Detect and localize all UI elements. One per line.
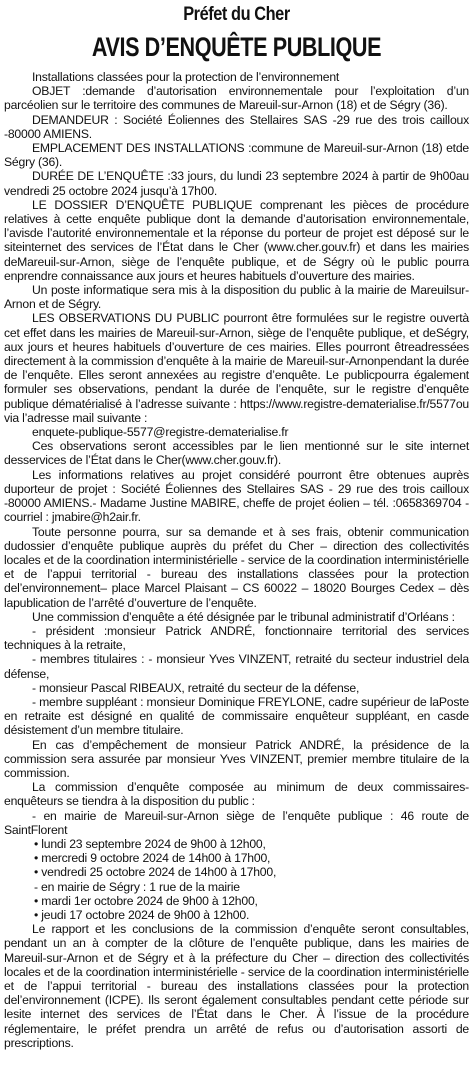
paragraph-computer-access: Un poste informatique sera mis à la disposition du public à la mairie de Mareuilsur-Arnon et de Ségry. [4, 283, 469, 312]
paragraph-dossier: LE DOSSIER D’ENQUÊTE PUBLIQUE comprenant les pièces de procédure relatives à cette enquête publique dont la demande d’autorisation environnementale, l’avisde l’autorité environnementale et la réponse du porteur de projet est déposé sur le siteinternet des services de l’État dans le Cher (www.cher.gouv.fr) et dans les mairies deMareuil-sur-Arnon, siège de l’enquête publique, et de Ségry où le public pourra enprendre connaissance aux jours et heures habituels d’ouverture des mairies. [4, 197, 469, 283]
paragraph-project-info: Les informations relatives au projet considéré pourront être obtenues auprès duporteur de projet : Société Éoliennes des Stellaires SAS - 29 rue des trois cailloux -80000 AMIENS.- Madame Justine MABIRE, cheffe de projet éolien – tél. :0658369704 - courriel : jmabire@h2air.fr. [4, 467, 469, 525]
paragraph-report: Le rapport et les conclusions de la commission d’enquête seront consultables, pendant un an à compter de la clôture de l’enquête publique, dans les mairies de Mareuil-sur-Arnon et de Ségry et à la préfecture du Cher – direction des collectivités locales et de la coordination interministérielle - service de la coordination interministérielle et de l’appui territorial - bureau des installations classées pour la protection del’environnement (ICPE). Ils seront également consultables pendant cette période sur lesite internet des services de l’État dans le Cher. À l’issue de la procédure réglementaire, le préfet prendra un arrêté de refus ou d’autorisation assorti de prescriptions. [4, 922, 469, 1050]
commission-substitute: - membre suppléant : monsieur Dominique FREYLONE, cadre supérieur de laPoste en retraite est désigné en qualité de commissaire enquêteur suppléant, en casde désistement d’un membre titulaire. [4, 694, 469, 738]
paragraph-applicant: DEMANDEUR : Société Éoliennes des Stellaires SAS -29 rue des trois cailloux -80000 AMIENS. [4, 112, 469, 141]
paragraph-location: EMPLACEMENT DES INSTALLATIONS :commune de Mareuil-sur-Arnon (18) etde Ségry (36). [4, 141, 469, 170]
schedule-item: • jeudi 17 octobre 2024 de 9h00 à 12h00. [34, 907, 250, 922]
location-segry: - en mairie de Ségry : 1 rue de la mairie [34, 879, 240, 894]
issuer-title: Préfet du Cher [183, 4, 290, 25]
schedule-item: • vendredi 25 octobre 2024 de 14h00 à 17h00, [34, 865, 277, 880]
notice-body [4, 70, 469, 1050]
paragraph-category: Installations classées pour la protection de l’environnement [32, 70, 340, 84]
notice-headline: AVIS D’ENQUÊTE PUBLIQUE [91, 32, 382, 62]
contact-email: enquete-publique-5577@registre-dematerialise.fr [32, 425, 289, 440]
paragraph-presidency: En cas d’empêchement de monsieur Patrick ANDRÉ, la présidence de la commission sera assurée par monsieur Yves VINZENT, premier membre titulaire de la commission. [4, 737, 469, 780]
paragraph-object: OBJET :demande d’autorisation environnementale pour l’exploitation d’un parcéolien sur le territoire des communes de Mareuil-sur-Arnon (18) et de Ségry (36). [4, 84, 469, 113]
paragraph-duration: DURÉE DE L’ENQUÊTE :33 jours, du lundi 23 septembre 2024 à partir de 9h00au vendredi 25 octobre 2024 jusqu’à 17h00. [4, 169, 469, 198]
paragraph-observations: LES OBSERVATIONS DU PUBLIC pourront être formulées sur le registre ouvertà cet effet dans les mairies de Mareuil-sur-Arnon, siège de l’enquête publique, et deSégry, aux jours et heures habituels d’ouverture de ces mairies. Elles pourront êtreadressées directement à la commission d’enquête à la mairie de Mareuil-sur-Arnonpendant la durée de l’enquête. Elles seront annexées au registre d’enquête. Le publicpourra également formuler ses observations, pendant la durée de l’enquête, sur le registre d’enquête publique dématérialisé à l’adresse suivante : https://www.registre-dematerialise.fr/5577ou via l’adresse mail suivante : [4, 311, 469, 425]
schedule-item: • mercredi 9 octobre 2024 de 14h00 à 17h00, [34, 851, 271, 866]
location-mareuil: - en mairie de Mareuil-sur-Arnon siège de l’enquête publique : 46 route de SaintFlorent [4, 808, 469, 837]
paragraph-availability: La commission d’enquête composée au minimum de deux commissaires-enquêteurs se tiendra à la disposition du public : [4, 780, 469, 809]
commission-president: - président :monsieur Patrick ANDRÉ, fonctionnaire territorial des services techniques à la retraite, [4, 623, 469, 653]
schedule-item: • mardi 1er octobre 2024 de 9h00 à 12h00, [34, 893, 258, 908]
schedule-item: • lundi 23 septembre 2024 de 9h00 à 12h00, [34, 836, 266, 851]
paragraph-commission: Une commission d’enquête a été désignée par le tribunal administratif d’Orléans : [32, 609, 455, 624]
commission-member-2: - monsieur Pascal RIBEAUX, retraité du secteur de la défense, [32, 680, 360, 695]
paragraph-communication: Toute personne pourra, sur sa demande et à ses frais, obtenir communication dudossier d’enquête publique auprès du préfet du Cher – direction des collectivités locales et de la coordination interministérielle - service de la coordination interministérielle et de l’appui territorial - bureau des installations classées pour la protection del’environnement– place Marcel Plaisant – CS 60022 – 18020 Bourges Cedex – dès lapublication de l’arrêté d’ouverture de l’enquête. [4, 524, 469, 610]
commission-member-1: - membres titulaires : - monsieur Yves VINZENT, retraité du secteur industriel dela défense, [4, 652, 469, 681]
paragraph-online-access: Ces observations seront accessibles par le lien mentionné sur le site internet desservices de l’État dans le Cher(www.cher.gouv.fr). [4, 439, 469, 468]
